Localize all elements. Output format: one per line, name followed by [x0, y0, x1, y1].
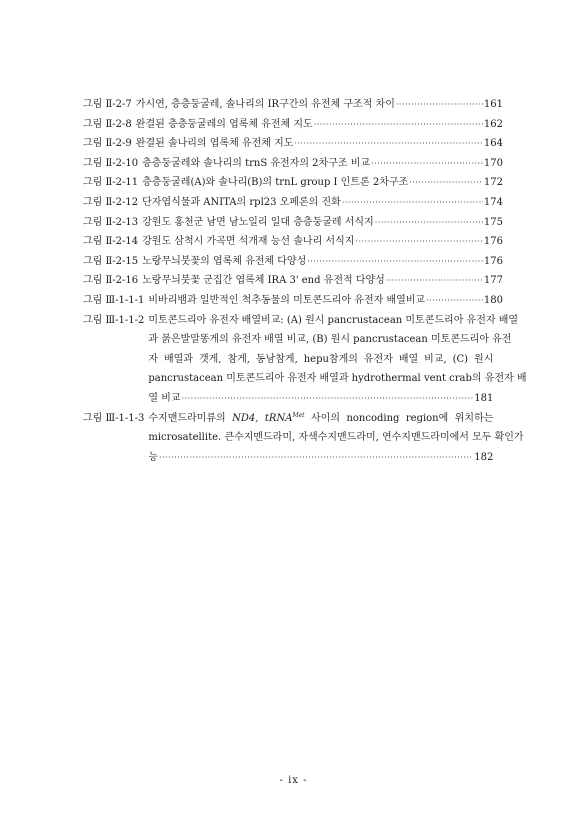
- entry-title: 강원도 홍천군 남면 남노일리 일대 층층둥굴레 서식지: [142, 216, 374, 228]
- entry-label: 그림 Ⅱ-2-7: [83, 99, 132, 110]
- entry-body: [148, 409, 524, 468]
- gene-trna: [265, 413, 305, 424]
- leader-dots: [307, 252, 483, 272]
- toc-entry[interactable]: [83, 232, 503, 252]
- entry-page: 175: [483, 216, 503, 228]
- entry-title: 가시연, 층층둥굴레, 솔나리의 IR구간의 유전체 구조적 차이: [135, 99, 395, 110]
- entry-line: [148, 409, 493, 429]
- entry-title: 층층둥굴레와 솔나리의 trnS 유전자의 2차구조 비교: [142, 157, 371, 169]
- toc-entry[interactable]: [83, 213, 503, 233]
- trna-text: tRNA: [264, 412, 293, 424]
- entry-label: 그림 Ⅱ-2-12: [83, 196, 139, 208]
- toc-entry[interactable]: [83, 154, 503, 174]
- leader-dots: [409, 173, 483, 193]
- entry-line: 미토콘드리아 유전자 배열비교: (A) 원시 pancrustacean 미토콘드리아 유전자 배열: [148, 314, 519, 326]
- entry-page: 176: [483, 255, 503, 267]
- entry-label: 그림 Ⅱ-2-16: [83, 275, 139, 287]
- toc-entry[interactable]: [83, 95, 503, 115]
- entry-title: 단자엽식물과 ANITA의 rpl23 오페론의 진화: [142, 196, 341, 208]
- entry-page: 180: [483, 294, 503, 306]
- entry-label: 그림 Ⅲ-1-1-3: [83, 412, 145, 424]
- entry-label: 그림 Ⅱ-2-13: [83, 216, 139, 228]
- entry-line-text: 열 비교: [148, 392, 181, 404]
- entry-page: 161: [483, 99, 503, 110]
- toc-entry[interactable]: [83, 134, 503, 154]
- entry-label: 그림 Ⅲ-1-1-1: [83, 294, 145, 306]
- entry-line-text: 능: [148, 451, 159, 463]
- entry-title: 완결된 층층둥굴레의 엽록체 유전체 지도: [135, 118, 313, 130]
- entry-page: 182: [474, 451, 494, 463]
- toc-entry-multiline[interactable]: [83, 409, 524, 468]
- entry-label: 그림 Ⅱ-2-9: [83, 138, 132, 150]
- trna-superscript: Met: [292, 411, 305, 419]
- entry-label: 그림 Ⅲ-1-1-2: [83, 314, 145, 326]
- leader-dots: [182, 389, 474, 409]
- entry-page: 162: [483, 118, 503, 130]
- entry-title: 완결된 솔나리의 엽록체 유전체 지도: [135, 138, 294, 150]
- entry-line: pancrustacean 미토콘드리아 유전자 배열과 hydrothermal vent crab의 유전자 배: [148, 373, 527, 385]
- toc-entry[interactable]: [83, 193, 503, 213]
- leader-dots: [386, 271, 483, 291]
- leader-dots: [159, 448, 473, 468]
- entry-page: 181: [474, 392, 494, 404]
- gene-nd4: ND4,: [232, 412, 259, 424]
- leader-dots: [375, 213, 483, 233]
- entry-label: 그림 Ⅱ-2-14: [83, 236, 139, 248]
- entry-page: 176: [483, 236, 503, 248]
- entry-title: 층층둥굴레(A)와 솔나리(B)의 trnL group I 인트론 2차구조: [142, 177, 409, 189]
- toc-entry[interactable]: [83, 252, 503, 272]
- entry-line: [148, 389, 493, 409]
- entry-label: 그림 Ⅱ-2-15: [83, 255, 139, 267]
- entry-line: [148, 448, 493, 468]
- entry-text: 수지맨드라미류의: [148, 412, 226, 424]
- toc-entry[interactable]: [83, 271, 503, 291]
- entry-page: 172: [483, 177, 503, 189]
- entry-page: 177: [483, 275, 503, 287]
- leader-dots: [342, 193, 483, 213]
- leader-dots: [371, 154, 483, 174]
- toc-entry[interactable]: [83, 115, 503, 135]
- leader-dots: [355, 232, 482, 252]
- leader-dots: [314, 115, 483, 135]
- leader-dots: [426, 291, 483, 311]
- entry-page: 164: [483, 138, 503, 150]
- leader-dots: [396, 95, 483, 115]
- entry-page: 170: [483, 157, 503, 169]
- entry-label: 그림 Ⅱ-2-10: [83, 157, 139, 169]
- entry-page: 174: [483, 196, 503, 208]
- figure-list: [83, 95, 527, 467]
- entry-text: 사이의 noncoding region에 위치하는: [311, 412, 494, 424]
- leader-dots: [294, 134, 483, 154]
- entry-title: 강원도 삼척시 가곡면 석개재 능선 솔나리 서식지: [142, 236, 355, 248]
- entry-title: 노랑무늬붓꽃의 엽록체 유전체 다양성: [142, 255, 307, 267]
- entry-line: 자 배열과 갯게, 참게, 동남참게, hepu참게의 유전자 배열 비교, (C) 원시: [148, 353, 494, 365]
- entry-label: 그림 Ⅱ-2-11: [83, 177, 139, 189]
- entry-label: 그림 Ⅱ-2-8: [83, 118, 132, 130]
- entry-title: 비바리뱀과 일반적인 척추동물의 미토콘드리아 유전자 배열비교: [148, 294, 426, 306]
- toc-entry[interactable]: [83, 173, 503, 193]
- toc-entry[interactable]: [83, 291, 503, 311]
- entry-body: [148, 311, 527, 409]
- toc-entry-multiline[interactable]: [83, 311, 527, 409]
- entry-line: 과 붉은발말똥게의 유전자 배열 비교, (B) 원시 pancrustacean 미토콘드리아 유전: [148, 334, 512, 346]
- entry-title: 노랑무늬붓꽃 군집간 엽록체 IRA 3' end 유전적 다양성: [142, 275, 385, 287]
- page-number: - ix -: [279, 775, 308, 786]
- entry-line: microsatellite. 큰수지맨드라미, 자색수지맨드라미, 연수지맨드라미에서 모두 확인가: [148, 432, 524, 444]
